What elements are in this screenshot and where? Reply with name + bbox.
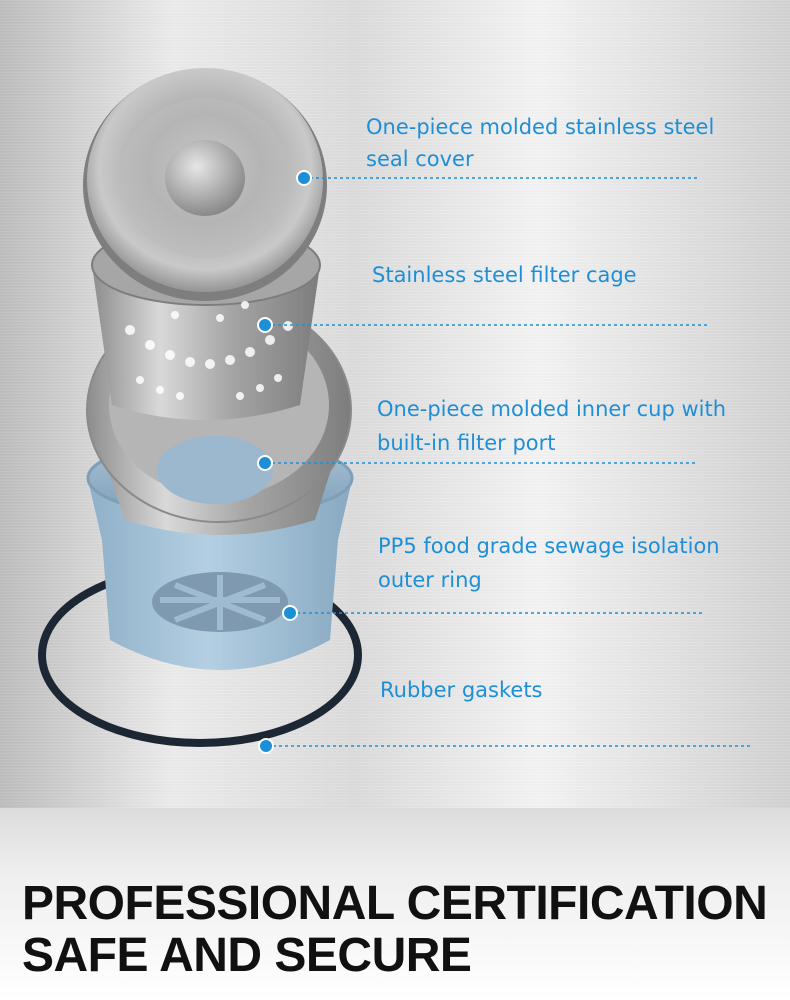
callout-gasket: Rubber gaskets [380,678,543,702]
connector-dot-outer-ring [283,606,297,620]
callout-outer-ring-line2: outer ring [378,568,482,592]
callout-outer-ring-line1: PP5 food grade sewage isolation [378,534,720,558]
headline-line-2: SAFE AND SECURE [22,929,472,982]
headline-line-1: PROFESSIONAL CERTIFICATION [22,877,768,930]
callout-filter-cage: Stainless steel filter cage [372,263,637,287]
connector-dot-filter-cage [258,318,272,332]
callout-inner-cup-line1: One-piece molded inner cup with [377,397,727,421]
callout-inner-cup-line2: built-in filter port [377,431,556,455]
callout-seal-cover-line1: One-piece molded stainless steel [366,115,715,139]
callout-seal-cover-line2: seal cover [366,147,474,171]
connector-dot-gasket [259,739,273,753]
headline-band [0,808,790,1000]
connector-dot-inner-cup [258,456,272,470]
connector-dot-seal-cover [297,171,311,185]
